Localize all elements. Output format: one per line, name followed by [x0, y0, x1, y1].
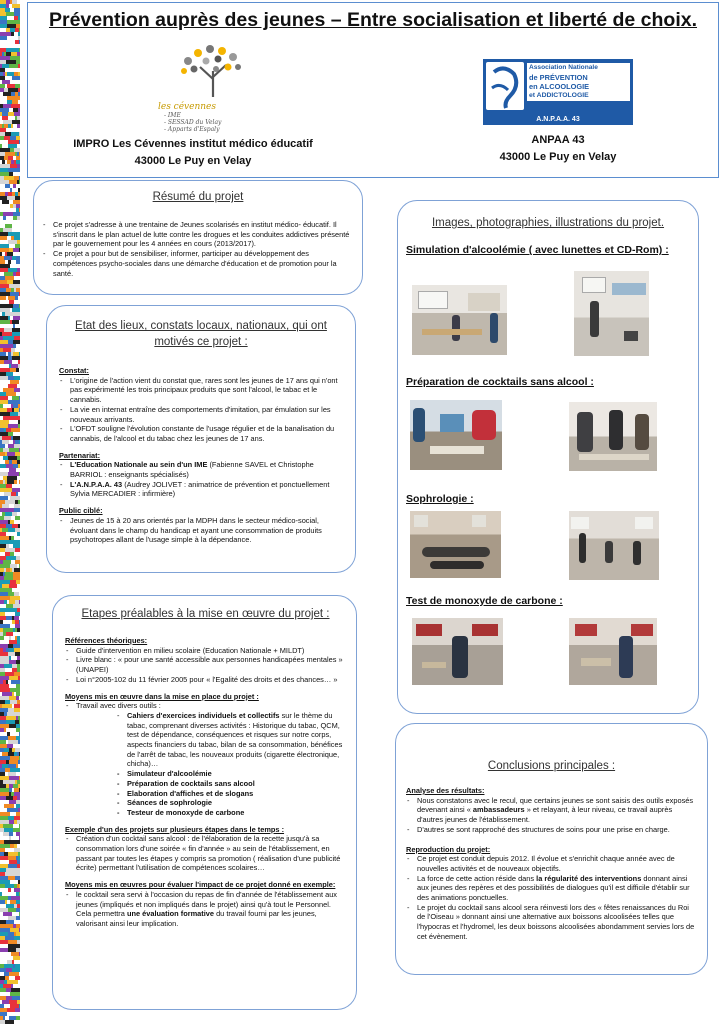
etapes-card [52, 595, 357, 1010]
photo-monoxyde-1 [412, 618, 503, 685]
images-card [397, 200, 699, 714]
impro-org-city: 43000 Le Puy en Velay [134, 155, 252, 167]
reference-item: - Guide d'intervention en milieu scolaire (Education Nationale + MILDT) [65, 646, 346, 656]
exemple-item: - Création d'un cocktail sans alcool : de l'élaboration de la recette jusqu'à sa consommation lors d'une soirée « fin d'année » au sein de l'établissement, en passant par toutes les étapes y compris sa promotion ( réalisation d'une publicité écrite) permettant l'utilisation de compétences scolaires… [65, 834, 346, 873]
moyens-tool: - Simulateur d'alcoolémie [65, 769, 346, 779]
exemple-label: Exemple d'un des projets sur plusieurs étapes dans le temps : [65, 824, 285, 834]
impact-item: - le cocktail sera servi à l'occasion du repas de fin d'année de l'établissement aux jeunes (impliqués et non impliqués dans le projet) ainsi qu'à tout le Personnel. Cela permettra une évaluation formative du travail fourni par les jeunes, valorisant ainsi leur implication. [65, 890, 346, 929]
constat-item: - L'origine de l'action vient du constat que, rares sont les jeunes de 17 ans qui n'ont pas expérimenté les trois principaux produits que sont l'alcool, le tabac et le cannabis. [59, 376, 343, 405]
moyens-label: Moyens mis en œuvre dans la mise en place du projet : [65, 691, 259, 701]
resume-item: - Ce projet s'adresse à une trentaine de Jeunes scolarisés en institut médico- éducatif. Il s'inscrit dans le plan actuel de lutte contre les drogues et les conduites addictives présenté par le gouvernement pour les 4 années en cours (2013/2017). [42, 220, 354, 249]
analyse-item: - Nous constatons avec le recul, que certains jeunes se sont saisis des outils exposés devenant ainsi « ambassadeurs » et relayant, à leur niveau, ce travail auprès d'autres jeunes de l'établissement. [406, 796, 697, 825]
photo-simulation-1 [412, 285, 507, 355]
photo-sophrologie-1 [410, 511, 501, 578]
moyens-tool: - Préparation de cocktails sans alcool [65, 779, 346, 789]
monoxyde-heading: Test de monoxyde de carbone : [406, 595, 563, 607]
photo-sophrologie-2 [569, 511, 659, 580]
anpaa-logo-line: Association Nationale [529, 64, 598, 71]
impact-label: Moyens mis en œuvres pour évaluer l'impact de ce projet donné en exemple: [65, 880, 336, 890]
les-cevennes-logo [158, 39, 268, 139]
moyens-tool: - Elaboration d'affiches et de slogans [65, 789, 346, 799]
partenariat-label: Partenariat: [59, 450, 101, 460]
anpaa-logo-emblem [486, 62, 524, 110]
constat-item: - La vie en internat entraîne des comportements d'imitation, par émulation sur les nouveaux arrivants. [59, 405, 343, 424]
public-label: Public ciblé: [59, 506, 103, 516]
constat-label: Constat: [59, 366, 89, 375]
reference-item: - Livre blanc : « pour une santé accessible aux personnes handicapées mentales » (UNAPEI) [65, 655, 346, 674]
anpaa-logo-abbr: A.N.P.A.A. 43 [536, 116, 580, 123]
photo-monoxyde-2 [569, 618, 657, 685]
impro-org-name: IMPRO Les Cévennes institut médico éducatif [73, 138, 313, 150]
poster-header [27, 2, 719, 178]
poster-title: Prévention auprès des jeunes – Entre socialisation et liberté de choix. [48, 9, 698, 31]
cocktails-heading: Préparation de cocktails sans alcool : [406, 376, 594, 388]
photo-cocktails-2 [569, 402, 657, 471]
etat-card [46, 305, 356, 573]
anpaa-logo-line: en ALCOOLOGIE [529, 81, 590, 91]
reproduction-item: - Ce projet est conduit depuis 2012. Il évolue et s'enrichit chaque année avec de nouvelles activités et de nouveaux objectifs. [406, 854, 697, 873]
les-cevennes-name: les cévennes [158, 102, 216, 112]
photo-simulation-2 [574, 271, 649, 356]
moyens-tool: - Séances de sophrologie [65, 798, 346, 808]
moyens-tool: - Cahiers d'exercices individuels et collectifs sur le thème du tabac, comprenant diverses activités : Historique du tabac, QCM, test de dépendance, conséquences et risques sur notre corps, aspects financiers du tabac, bilan de sa consommation, bénéfices de l'arrêt de tabac, les nouveaux produits (cigarette électronique, chicha)… [65, 711, 346, 769]
decorative-stripe [0, 0, 20, 1024]
reference-item: - Loi n°2005-102 du 11 février 2005 pour « l'Egalité des droits et des chances… » [65, 675, 346, 685]
resume-item: - Ce projet a pour but de sensibiliser, informer, participer au développement des compétences psycho-sociales dans une démarche d'éducation et de promotion pour la santé. [42, 249, 354, 278]
les-cevennes-line: - Apparts d'Espaly [164, 126, 220, 133]
reproduction-label: Reproduction du projet: [406, 844, 491, 854]
anpaa-logo-line: de PRÉVENTION [529, 72, 588, 82]
simulation-heading: Simulation d'alcoolémie ( avec lunettes et CD-Rom) : [406, 244, 669, 256]
reproduction-item: - La force de cette action réside dans la régularité des interventions donnant ainsi aux jeunes des repères et des possibilités de dialogues qu'il est difficile d'établir sur des animations ponctuelles. [406, 874, 697, 903]
analyse-label: Analyse des résultats: [406, 786, 485, 795]
constat-item: - L'OFDT souligne l'évolution constante de l'usage régulier et de la banalisation du cannabis, de l'alcool et du tabac chez les jeunes de 17 ans. [59, 424, 343, 443]
references-label: Références théoriques: [65, 636, 148, 645]
etapes-title: Etapes préalables à la mise en œuvre du projet : [81, 608, 330, 620]
sophrologie-heading: Sophrologie : [406, 493, 474, 505]
anpaa-org [468, 132, 648, 166]
anpaa-logo-line: et ADDICTOLOGIE [529, 91, 589, 99]
resume-card [33, 180, 363, 295]
public-item: - Jeunes de 15 à 20 ans orientés par la MDPH dans le secteur médico-social, évoluant dans le champ du handicap et ayant une consommation de produits psychotropes allant de l'usage simple à la dépendance. [59, 516, 343, 545]
conclusions-title: Conclusions principales : [487, 760, 616, 772]
images-title: Images, photographies, illustrations du projet. [431, 217, 665, 229]
impro-org [68, 136, 318, 170]
moyens-tool: - Testeur de monoxyde de carbone [65, 808, 346, 818]
anpaa-logo [483, 59, 633, 125]
reproduction-item: - Le projet du cocktail sans alcool sera réinvesti lors des « fêtes renaissances du Roi de l'Oiseau » donnant ainsi une alternative aux boissons alcoolisées telles que l'hypocras et l'hydromel, les deux boissons alcoolisées abondamment servies lors de cet évènement. [406, 903, 697, 942]
partenariat-item: - L'A.N.P.A.A. 43 (Audrey JOLIVET : animatrice de prévention et ponctuellement Sylvia MERCADIER : infirmière) [59, 480, 343, 499]
analyse-item: - D'autres se sont rapproché des structures de soins pour une prise en charge. [406, 825, 697, 835]
conclusions-card [395, 723, 708, 975]
resume-title: Résumé du projet [152, 191, 244, 203]
anpaa-org-city: 43000 Le Puy en Velay [499, 151, 617, 163]
partenariat-item: - L'Education Nationale au sein d'un IME (Fabienne SAVEL et Christophe BARRIOL : enseignants spécialisés) [59, 460, 343, 479]
moyens-intro: - Travail avec divers outils : [65, 701, 346, 711]
etat-title: Etat des lieux, constats locaux, nationaux, qui ont motivés ce projet : [75, 320, 327, 348]
les-cevennes-line: - SESSAD du Velay [164, 119, 222, 126]
photo-cocktails-1 [410, 400, 502, 470]
anpaa-org-name: ANPAA 43 [531, 134, 585, 146]
les-cevennes-line: - IME [164, 112, 181, 119]
